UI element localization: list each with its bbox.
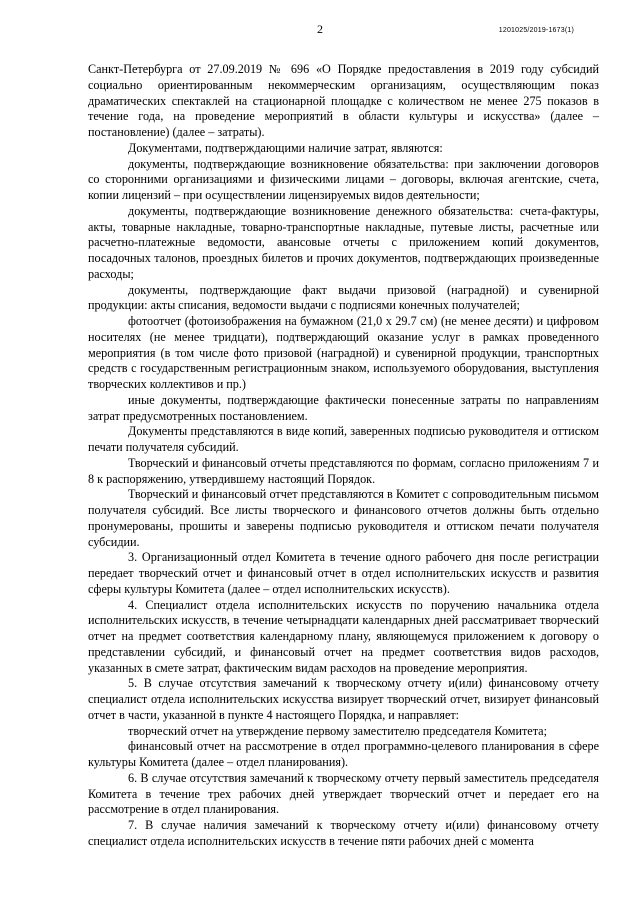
document-body — [88, 62, 599, 850]
page-number: 2 — [317, 22, 323, 36]
paragraph-prize-documents: документы, подтверждающие факт выдачи призовой (наградной) и сувенирной продукции: акты списания, ведомости выдачи с подписями конечных получателей; — [88, 282, 599, 313]
document-registration-code: 1201025/2019-1673(1) — [498, 27, 574, 34]
paragraph-photo-report: фотоотчет (фотоизображения на бумажном (21,0 x 29.7 см) (не менее десяти) и цифровом носителях (не менее тридцати), подтверждающий оказание услуг в рамках проведенного мероприятия (в том числе фото призовой (наградной) и сувенирной продукции, транспортных средств с государственным регистрационным знаком, используемого оборудования, выступления творческих коллективов и пр.) — [88, 314, 599, 391]
paragraph-other-documents: иные документы, подтверждающие фактически понесенные затраты по направлениям затрат предусмотренных постановлением. — [88, 392, 599, 423]
paragraph-item-7: 7. В случае наличия замечаний к творческому отчету и(или) финансовому отчету специалист отдела исполнительских искусств в течение пяти рабочих дней с момента — [88, 818, 599, 848]
paragraph-report-submission: Творческий и финансовый отчет представляются в Комитет с сопроводительным письмом получателя субсидий. Все листы творческого и финансового отчетов должны быть отдельно пронумерованы, прошиты и заверены подписью руководителя и оттиском печати получателя субсидии. — [88, 487, 599, 549]
paragraph-continuation: Санкт-Петербурга от 27.09.2019 № 696 «О Порядке предоставления в 2019 году субсидий социально ориентированным некоммерческим организациям, осуществляющим показ драматических спектаклей на стационарной площадке с количеством не менее 275 показов в течение года, на проведение мероприятий в области культуры и искусства» (далее – постановление) (далее – затраты). — [88, 62, 599, 139]
paragraph-obligation-documents: документы, подтверждающие возникновение обязательства: при заключении договоров со сторонними организациями и физическими лицами – договоры, включая агентские, счета, копии лицензий – при осуществлении лицензируемых видов деятельности; — [88, 156, 599, 202]
paragraph-item-4: 4. Специалист отдела исполнительских искусств по поручению начальника отдела исполнительских искусств, в течение четырнадцати календарных дней рассматривает творческий отчет на предмет соответствия календарному плану, являющемуся приложением к договору о представлении субсидий, и финансовый отчет на предмет соответствия видов расходов, указанных в смете затрат, фактическим видам расходов на проведение мероприятия. — [88, 597, 599, 675]
paragraph-item-5-creative: творческий отчет на утверждение первому заместителю председателя Комитета; — [128, 723, 547, 738]
paragraph-monetary-obligation-documents: документы, подтверждающие возникновение денежного обязательства: счета-фактуры, акты, товарные накладные, товарно-транспортные накладные, путевые листы, расчетные или расчетно-платежные ведомости, авансовые отчеты с приложением копий документов, посадочных талонов, проездных билетов и прочих документов, подтверждающих произведенные расходы; — [88, 203, 599, 281]
paragraph-documents-intro: Документами, подтверждающими наличие затрат, являются: — [128, 140, 443, 155]
paragraph-item-5-financial: финансовый отчет на рассмотрение в отдел программно-целевого планирования в сфере культуры Комитета (далее – отдел планирования). — [88, 739, 599, 769]
paragraph-item-6: 6. В случае отсутствия замечаний к творческому отчету первый заместитель председателя Комитета в течение трех рабочих дней утверждает творческий отчет и передает его на рассмотрение в отдел планирования. — [88, 770, 599, 817]
paragraph-report-forms: Творческий и финансовый отчеты представляются по формам, согласно приложениям 7 и 8 к распоряжению, утвердившему настоящий Порядок. — [88, 455, 599, 486]
paragraph-item-5: 5. В случае отсутствия замечаний к творческому отчету и(или) финансовому отчету специалист отдела исполнительских искусства визирует творческий отчет, визирует финансовый отчет в части, указанной в пункте 4 настоящего Порядка, и направляет: — [88, 676, 599, 722]
paragraph-copies-certification: Документы представляются в виде копий, заверенных подписью руководителя и оттиском печати получателя субсидий. — [88, 424, 599, 454]
paragraph-item-3: 3. Организационный отдел Комитета в течение одного рабочего дня после регистрации передает творческий отчет и финансовый отчет в отдел исполнительских искусств и развития сферы культуры Комитета (далее – отдел исполнительских искусств). — [88, 550, 599, 596]
